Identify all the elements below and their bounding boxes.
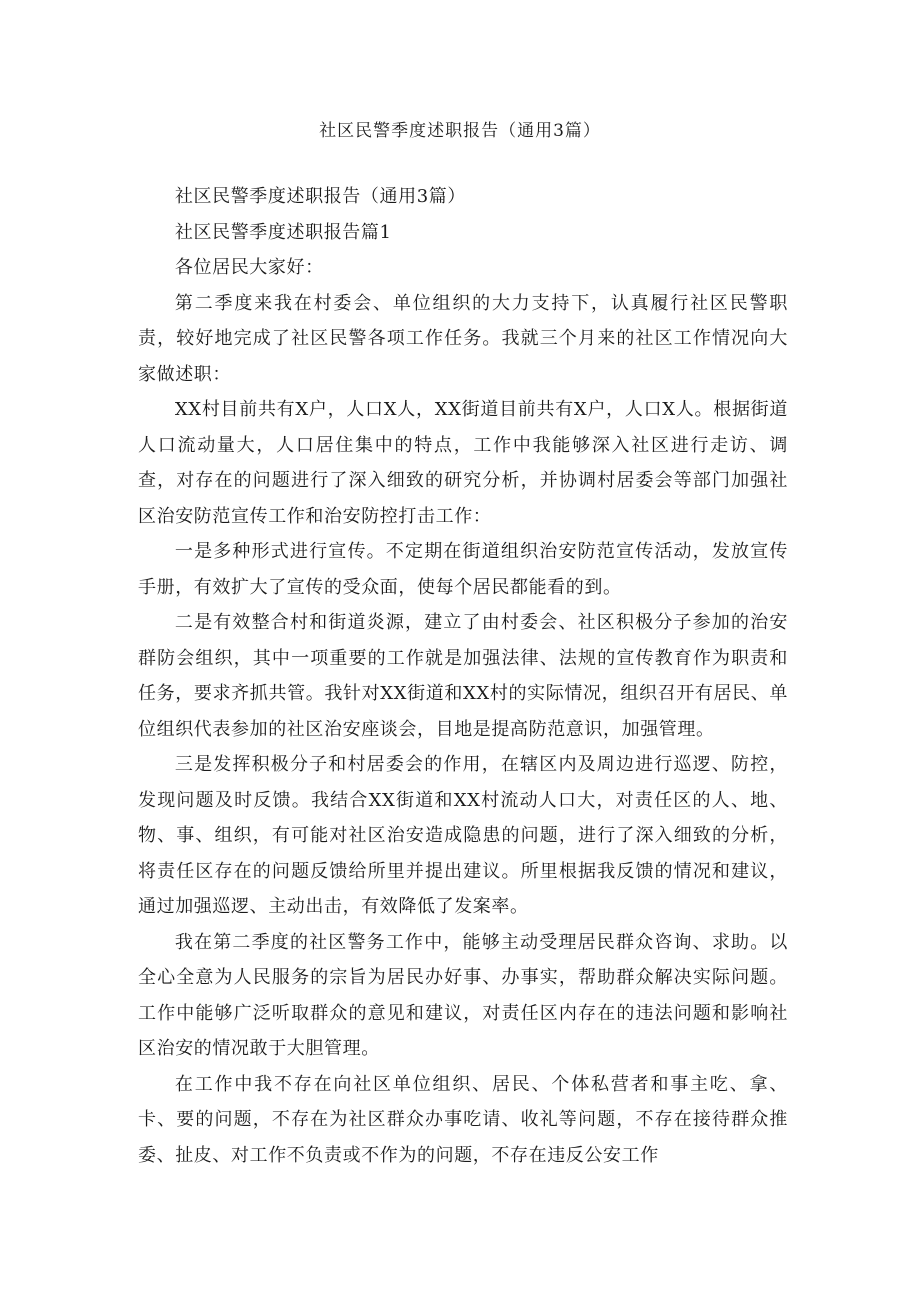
document-body (138, 179, 788, 1173)
paragraph-service: 我在第二季度的社区警务工作中，能够主动受理居民群众咨询、求助。以全心全意为人民服务的宗旨为居民办好事、办事实，帮助群众解决实际问题。工作中能够广泛听取群众的意见和建议，对责任区内存在的违法问题和影响社区治安的情况敢于大胆管理。 (138, 931, 788, 1059)
paragraph-population: XX村目前共有X户，人口X人，XX街道目前共有X户，人口X人。根据街道人口流动量大，人口居住集中的特点，工作中我能够深入社区进行走访、调查，对存在的问题进行了深入细致的研究分析，并协调村居委会等部门加强社区治安防范宣传工作和治安防控打击工作： (138, 399, 788, 527)
paragraph-intro: 第二季度来我在村委会、单位组织的大力支持下，认真履行社区民警职责，较好地完成了社区民警各项工作任务。我就三个月来的社区工作情况向大家做述职： (138, 292, 788, 385)
paragraph-point-one: 一是多种形式进行宣传。不定期在街道组织治安防范宣传活动，发放宣传手册，有效扩大了宣传的受众面，使每个居民都能看的到。 (138, 541, 788, 598)
paragraph-section-heading: 社区民警季度述职报告篇1 (174, 221, 392, 243)
paragraph-conduct: 在工作中我不存在向社区单位组织、居民、个体私营者和事主吃、拿、卡、要的问题，不存在为社区群众办事吃请、收礼等问题，不存在接待群众推委、扯皮、对工作不负责或不作为的问题，不存在违反公安工作 (138, 1073, 788, 1166)
paragraph-subtitle: 社区民警季度述职报告（通用3篇） (174, 186, 466, 207)
document-title: 社区民警季度述职报告（通用3篇） (319, 121, 601, 141)
paragraph-point-three: 三是发挥积极分子和村居委会的作用，在辖区内及周边进行巡逻、防控，发现问题及时反馈。我结合XX街道和XX村流动人口大，对责任区的人、地、物、事、组织，有可能对社区治安造成隐患的问题，进行了深入细致的分析，将责任区存在的问题反馈给所里并提出建议。所里根据我反馈的情况和建议，通过加强巡逻、主动出击，有效降低了发案率。 (138, 754, 788, 917)
paragraph-point-two: 二是有效整合村和街道炎源，建立了由村委会、社区积极分子参加的治安群防会组织，其中一项重要的工作就是加强法律、法规的宣传教育作为职责和任务，要求齐抓共管。我针对XX街道和XX村的实际情况，组织召开有居民、单位组织代表参加的社区治安座谈会，目地是提高防范意识，加强管理。 (138, 612, 788, 740)
paragraph-greeting: 各位居民大家好： (174, 257, 324, 278)
